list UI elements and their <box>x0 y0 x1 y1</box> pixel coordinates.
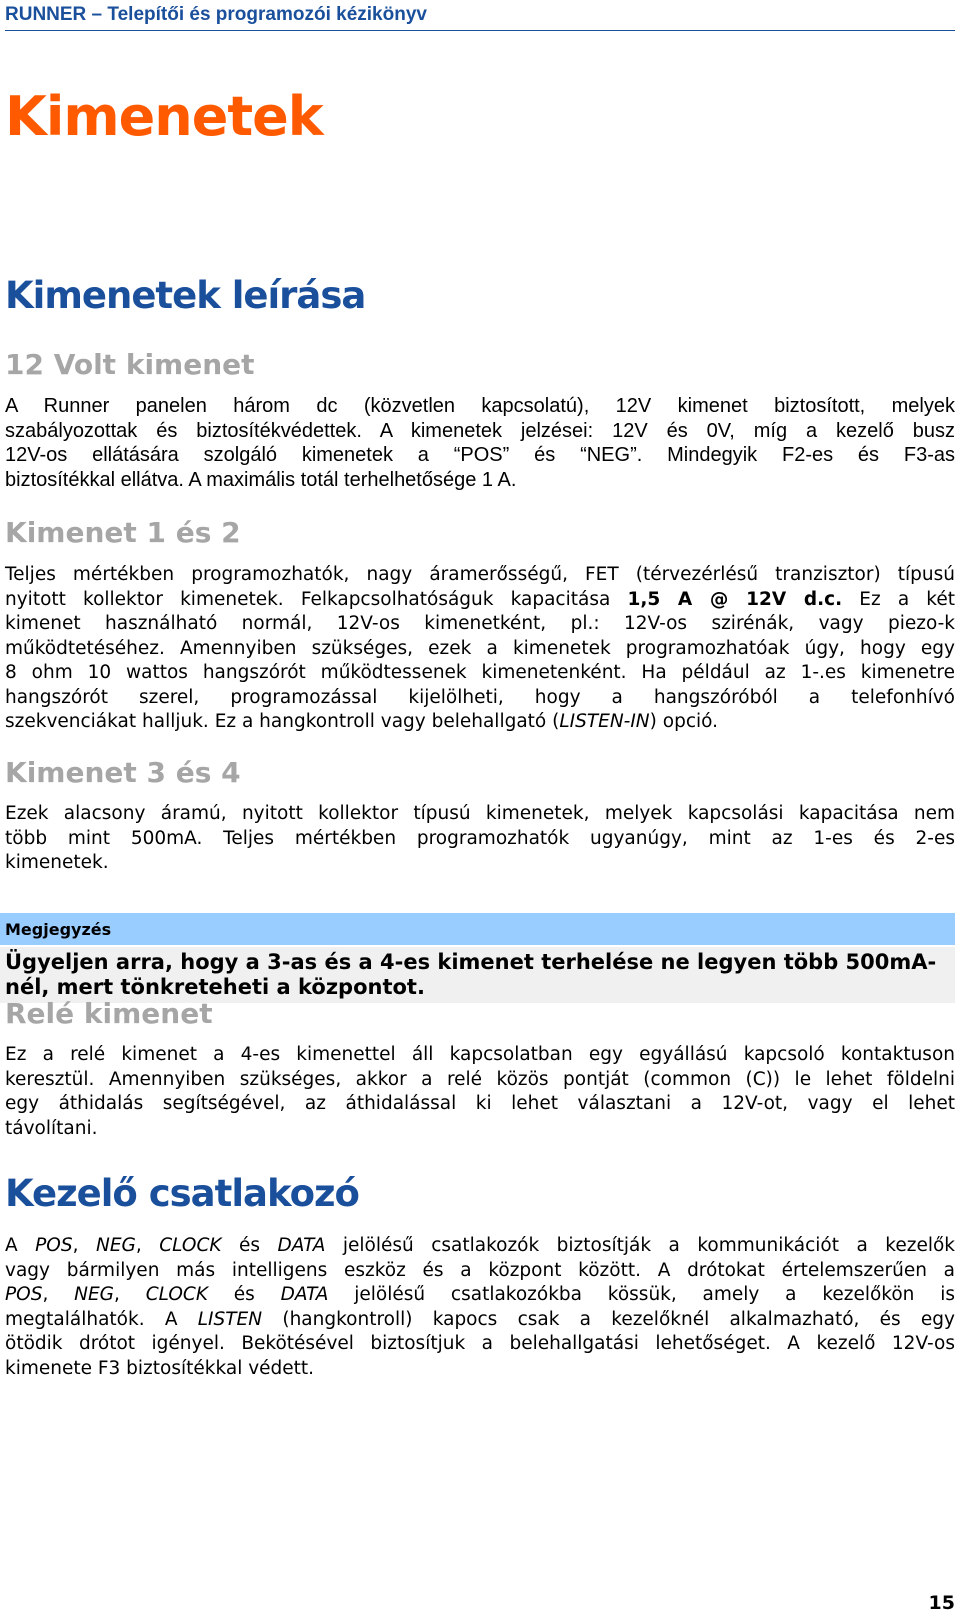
text-span: , <box>114 1284 146 1305</box>
term-neg: NEG <box>96 1235 136 1256</box>
term-pos: POS <box>5 1284 43 1305</box>
text-span: (hangkontroll) kapocs csak a kezelőknél alkalmazható, és egy <box>262 1308 955 1330</box>
text-line: 8 ohm 10 wattos hangszórót működtessenek kimenetenként. Ha például az 1-.es kimenetre <box>5 662 955 683</box>
text-span: jelölésű csatlakozókba kössük, amely a kezelőkön is <box>328 1284 955 1305</box>
paragraph-relay-output <box>5 1043 955 1141</box>
text-span: ) opció. <box>649 711 719 732</box>
text-line: hangszórót szerel, programozással kijelölheti, hogy a hangszóróból a telefonhívó <box>5 686 955 708</box>
heading-relay-output: Relé kimenet <box>5 997 213 1030</box>
term-data: DATA <box>280 1284 329 1305</box>
text-line <box>5 1308 955 1333</box>
note-text: Ügyeljen arra, hogy a 3-as és a 4-es kimenet terhelése ne legyen több 500mA-nél, mert tönkreteheti a központot. <box>5 950 937 999</box>
term-clock: CLOCK <box>145 1284 208 1305</box>
text-line: Ez a relé kimenet a 4-es kimenettel áll kapcsolatban egy egyállású kapcsoló kontaktuson <box>5 1044 955 1065</box>
page-title: Kimenetek <box>5 85 323 148</box>
heading-12v-output: 12 Volt kimenet <box>5 348 255 381</box>
note-header-bar <box>0 913 955 945</box>
text-line: A Runner panelen három dc (közvetlen kapcsolatú), 12V kimenet biztosított, melyek <box>5 395 955 417</box>
term-neg: NEG <box>74 1284 115 1305</box>
rating-emphasis: 1,5 A @ 12V d.c. <box>627 588 843 610</box>
text-line: több mint 500mA. Teljes mértékben programozhatók ugyanúgy, mint az 1-es és 2-es <box>5 827 955 849</box>
term-data: DATA <box>277 1235 326 1256</box>
paragraph-output-1-2 <box>5 563 955 735</box>
heading-output-3-4: Kimenet 3 és 4 <box>5 756 241 789</box>
text-span: , <box>42 1284 75 1305</box>
listen-in-term: LISTEN-IN <box>559 711 650 732</box>
text-line: keresztül. Amennyiben szükséges, akkor a relé közös pontját (common (C)) le lehet földelni <box>5 1068 955 1090</box>
term-clock: CLOCK <box>159 1235 222 1256</box>
text-span: jelölésű csatlakozók biztosítják a kommunikációt a kezelők <box>325 1235 955 1256</box>
text-line: Ezek alacsony áramú, nyitott kollektor típusú kimenetek, melyek kapcsolási kapacitása nem <box>5 803 955 824</box>
text-span: és <box>208 1284 281 1305</box>
note-label: Megjegyzés <box>5 919 112 939</box>
text-line: szabályozottak és biztosítékvédettek. A kimenetek jelzései: 12V és 0V, míg a kezelő busz <box>5 419 955 442</box>
term-pos: POS <box>35 1235 73 1256</box>
text-span: megtalálhatók. A <box>5 1308 198 1330</box>
paragraph-output-3-4 <box>5 802 955 876</box>
text-span: Ez a két <box>859 588 955 610</box>
text-line: működtetéséhez. Amennyiben szükséges, ezek a kimenetek programozhatóak úgy, hogy egy <box>5 637 955 659</box>
text-line: kimenet használható normál, 12V-os kimenetként, pl.: 12V-os szirénák, vagy piezo-k <box>5 613 955 634</box>
page-header <box>5 4 955 31</box>
text-span: A <box>5 1235 36 1256</box>
text-span: , <box>72 1235 96 1256</box>
text-line: egy áthidalás segítségével, az áthidalással ki lehet választani a 12V-ot, vagy el lehet <box>5 1093 955 1114</box>
text-span: nyitott kollektor kimenetek. Felkapcsolhatóságuk kapacitása <box>5 588 611 610</box>
section-heading-outputs: Kimenetek leírása <box>5 274 366 317</box>
header-title: RUNNER – Telepítői és programozói kézikönyv <box>5 4 427 25</box>
text-line <box>5 1234 955 1259</box>
text-line <box>5 1283 955 1308</box>
term-listen: LISTEN <box>197 1308 263 1330</box>
text-line: távolítani. <box>5 1117 98 1139</box>
text-line: vagy bármilyen más intelligens eszköz és a központ között. A drótokat értelemszerűen a <box>5 1259 955 1281</box>
text-line: kimenete F3 biztosítékkal védett. <box>5 1357 315 1379</box>
text-span: szekvenciákat halljuk. Ez a hangkontroll vagy belehallgató ( <box>5 711 560 732</box>
text-span: és <box>221 1235 278 1256</box>
text-span: , <box>135 1235 160 1256</box>
text-line: biztosítékkal ellátva. A maximális totál terhelhetősége 1 A. <box>5 468 517 491</box>
paragraph-keypad-connector <box>5 1234 955 1381</box>
page-number: 15 <box>928 1592 955 1614</box>
paragraph-12v-output <box>5 394 955 492</box>
text-line: Teljes mértékben programozhatók, nagy áramerősségű, FET (térvezérlésű tranzisztor) típusú <box>5 564 955 585</box>
heading-output-1-2: Kimenet 1 és 2 <box>5 516 241 549</box>
text-line <box>5 710 955 735</box>
text-line <box>5 588 955 613</box>
text-line: 12V-os ellátására szolgáló kimenetek a “POS” és “NEG”. Mindegyik F2-es és F3-as <box>5 444 955 466</box>
text-line: kimenetek. <box>5 852 109 873</box>
note-body <box>0 947 955 1003</box>
text-line: ötödik drótot igényel. Bekötésével biztosítjuk a belehallgatási lehetőséget. A kezelő 12V-os <box>5 1333 955 1354</box>
section-heading-keypad: Kezelő csatlakozó <box>5 1172 359 1215</box>
